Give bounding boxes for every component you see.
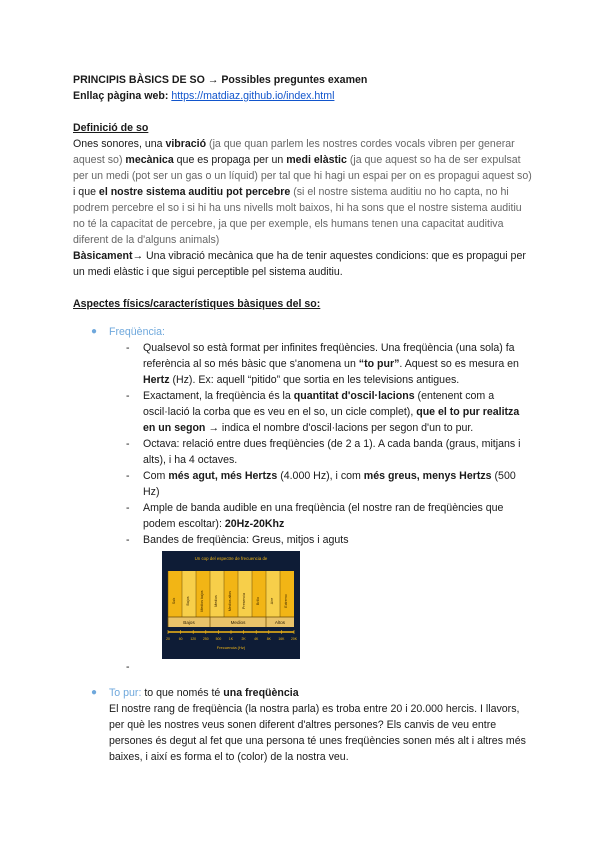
text-run: més agut, més Hertzs <box>168 470 278 482</box>
spectrum-column-label: Aire <box>270 597 274 605</box>
band-label: Bajos <box>183 620 195 625</box>
web-link-line <box>73 88 533 104</box>
dash-marker: - <box>126 342 130 354</box>
spectrum-column-label: Medios altos <box>228 590 232 612</box>
axis-tick-label: 16K <box>278 637 285 641</box>
axis-tick-label: 60 <box>178 637 183 641</box>
frequencia-item <box>126 500 533 532</box>
text-run: → indica el nombre d'oscil·lacions per segon d'un to pur. <box>205 422 474 434</box>
text-run: Ones sonores, una <box>73 138 166 150</box>
band-label: Medios <box>230 620 246 625</box>
text-run: que es propaga per un <box>173 154 287 166</box>
to-pur-label: To pur: <box>109 687 142 699</box>
frequency-spectrum-figure <box>162 551 300 659</box>
text-run: “to pur” <box>358 358 400 370</box>
dash-marker: - <box>126 390 130 402</box>
spectrum-column-label: Medios <box>214 595 218 607</box>
text-run: Exactament, la freqüència és la <box>143 390 294 402</box>
text-run: (Hz). Ex: aquell “pitido” que sortia en les televisions antigues. <box>169 374 460 386</box>
text-run: Ample de banda audible en una freqüència (el nostre ran de freqüències que podem escoltar): <box>143 502 504 530</box>
text-run: Bàsicament <box>73 250 133 262</box>
axis-tick-label: 4K <box>254 637 259 641</box>
spectrum-column-label: Brillo <box>256 597 260 605</box>
dash-marker: - <box>126 534 130 546</box>
empty-dash-item: - <box>126 661 130 673</box>
text-run: (entenent com a oscil·lació la corba que es veu en el so, un cicle complet), <box>143 390 495 418</box>
frequencia-item <box>126 388 533 436</box>
text-run: → Una vibració mecànica que ha de tenir aquestes condicions: que es propagui per un medi elàstic i que sigui perceptible pel sistema auditiu. <box>73 250 526 278</box>
axis-tick-label: 20 <box>166 637 170 641</box>
spectrum-column-label: Presencia <box>242 593 246 609</box>
document-title: PRINCIPIS BÀSICS DE SO → Possibles preguntes examen <box>73 74 368 86</box>
text-run: el nostre sistema auditiu pot percebre <box>98 186 291 198</box>
text-run: (4.000 Hz), i com <box>277 470 364 482</box>
text-run: . Aquest so es mesura en <box>399 358 519 370</box>
axis-tick-label: 2K <box>241 637 246 641</box>
frequencia-label: Freqüència: <box>109 326 165 338</box>
axis-label: Frecuencia (Hz) <box>216 645 246 650</box>
text-run: més greus, menys Hertzs <box>363 470 492 482</box>
text-run: medi elàstic <box>286 154 347 166</box>
text-run: Qualsevol so està format per infinites freqüències. Una freqüència (una sola) fa referència al so més bàsic que s'anomena un <box>143 342 515 370</box>
frequencia-item <box>126 532 533 548</box>
web-link[interactable]: https://matdiaz.github.io/index.html <box>171 90 335 102</box>
to-pur-label-rest <box>141 687 298 699</box>
bullet-dot-icon: ● <box>91 326 98 337</box>
axis-tick-label: 120 <box>190 637 197 641</box>
text-run: 20Hz-20Khz <box>224 518 285 530</box>
axis-tick-label: 8K <box>266 637 271 641</box>
text-run: to que només té <box>141 687 224 699</box>
frequencia-item <box>126 468 533 500</box>
to-pur-paragraph: El nostre rang de freqüència (la nostra parla) es troba entre 20 i 20.000 hercis. I llavors, per què les nostres veus sonen diferent d'altres persones? Els canvis de veu entre persones és degut al fet que una persona té unes freqüències sonen més alt i altres més baixes, i així es forma el to (color) de la nostra veu. <box>109 703 526 763</box>
spectrum-column-label: Medios bajos <box>200 590 204 612</box>
definicio-heading: Definició de so <box>73 122 149 134</box>
aspectes-heading: Aspectes físics/característiques bàsiques del so: <box>73 298 321 310</box>
bullet-frequencia <box>73 324 533 340</box>
dash-marker: - <box>126 438 130 450</box>
definicio-paragraph <box>73 136 533 248</box>
frequencia-dash-list <box>109 340 533 548</box>
text-run: una freqüència <box>223 687 299 699</box>
dash-marker: - <box>126 502 130 514</box>
text-run: quantitat d'oscil·lacions <box>293 390 415 402</box>
text-run: (ja que aquest so ha de ser expulsat per un medi (pot ser un gas o un líquid) per tal que hi hagi un espai per on es propagui aquest so) <box>73 154 532 182</box>
axis-tick-label: 20K <box>290 637 298 641</box>
text-run: (ja que quan parlem les nostres cordes vocals vibren per generar aquest so) <box>73 138 515 166</box>
frequencia-item <box>126 436 533 468</box>
figure-wrapper <box>162 551 533 659</box>
frequencia-item <box>126 340 533 388</box>
text-run: mecànica <box>125 154 174 166</box>
basicament-paragraph <box>73 248 533 280</box>
text-run: (si el nostre sistema auditiu no ho capta, no hi podrem percebre el so i si hi ha uns nivells molt baixos, hi ha sons que el nostre sistema auditiu no té la capacitat de percebre, ja que per exemple, els humans tenen una capacitat auditiva diferent de la d'alguns animals) <box>73 186 522 246</box>
spectrum-column-label: Bajos <box>186 596 190 606</box>
spectrum-column-label: Sub <box>172 597 176 605</box>
axis-tick-label: 500 <box>215 637 222 641</box>
bullet-to-pur <box>73 685 533 765</box>
text-run: i que <box>73 186 99 198</box>
text-run: Bandes de freqüència: Greus, mitjos i aguts <box>143 534 349 546</box>
web-link-prefix: Enllaç pàgina web: <box>73 90 172 102</box>
axis-tick-label: 250 <box>202 637 209 641</box>
dash-marker: - <box>126 470 130 482</box>
text-run: Hertz <box>143 374 170 386</box>
axis-tick-label: 1K <box>228 637 234 641</box>
text-run: vibració <box>165 138 207 150</box>
text-run: Com <box>143 470 169 482</box>
document-page <box>73 72 533 765</box>
text-run: que el to pur realitza en un segon <box>143 406 520 434</box>
text-run: Octava: relació entre dues freqüències (de 2 a 1). A cada banda (graus, mitjans i alts), i ha 4 octaves. <box>143 438 521 466</box>
text-run: (500 Hz) <box>143 470 516 498</box>
figure-title: Un cop del espectre de frecuencia de <box>194 556 268 561</box>
spectrum-column-label: Extremo <box>284 594 288 608</box>
bullet-dot-icon: ● <box>91 687 98 698</box>
band-label: Altos <box>274 620 286 625</box>
